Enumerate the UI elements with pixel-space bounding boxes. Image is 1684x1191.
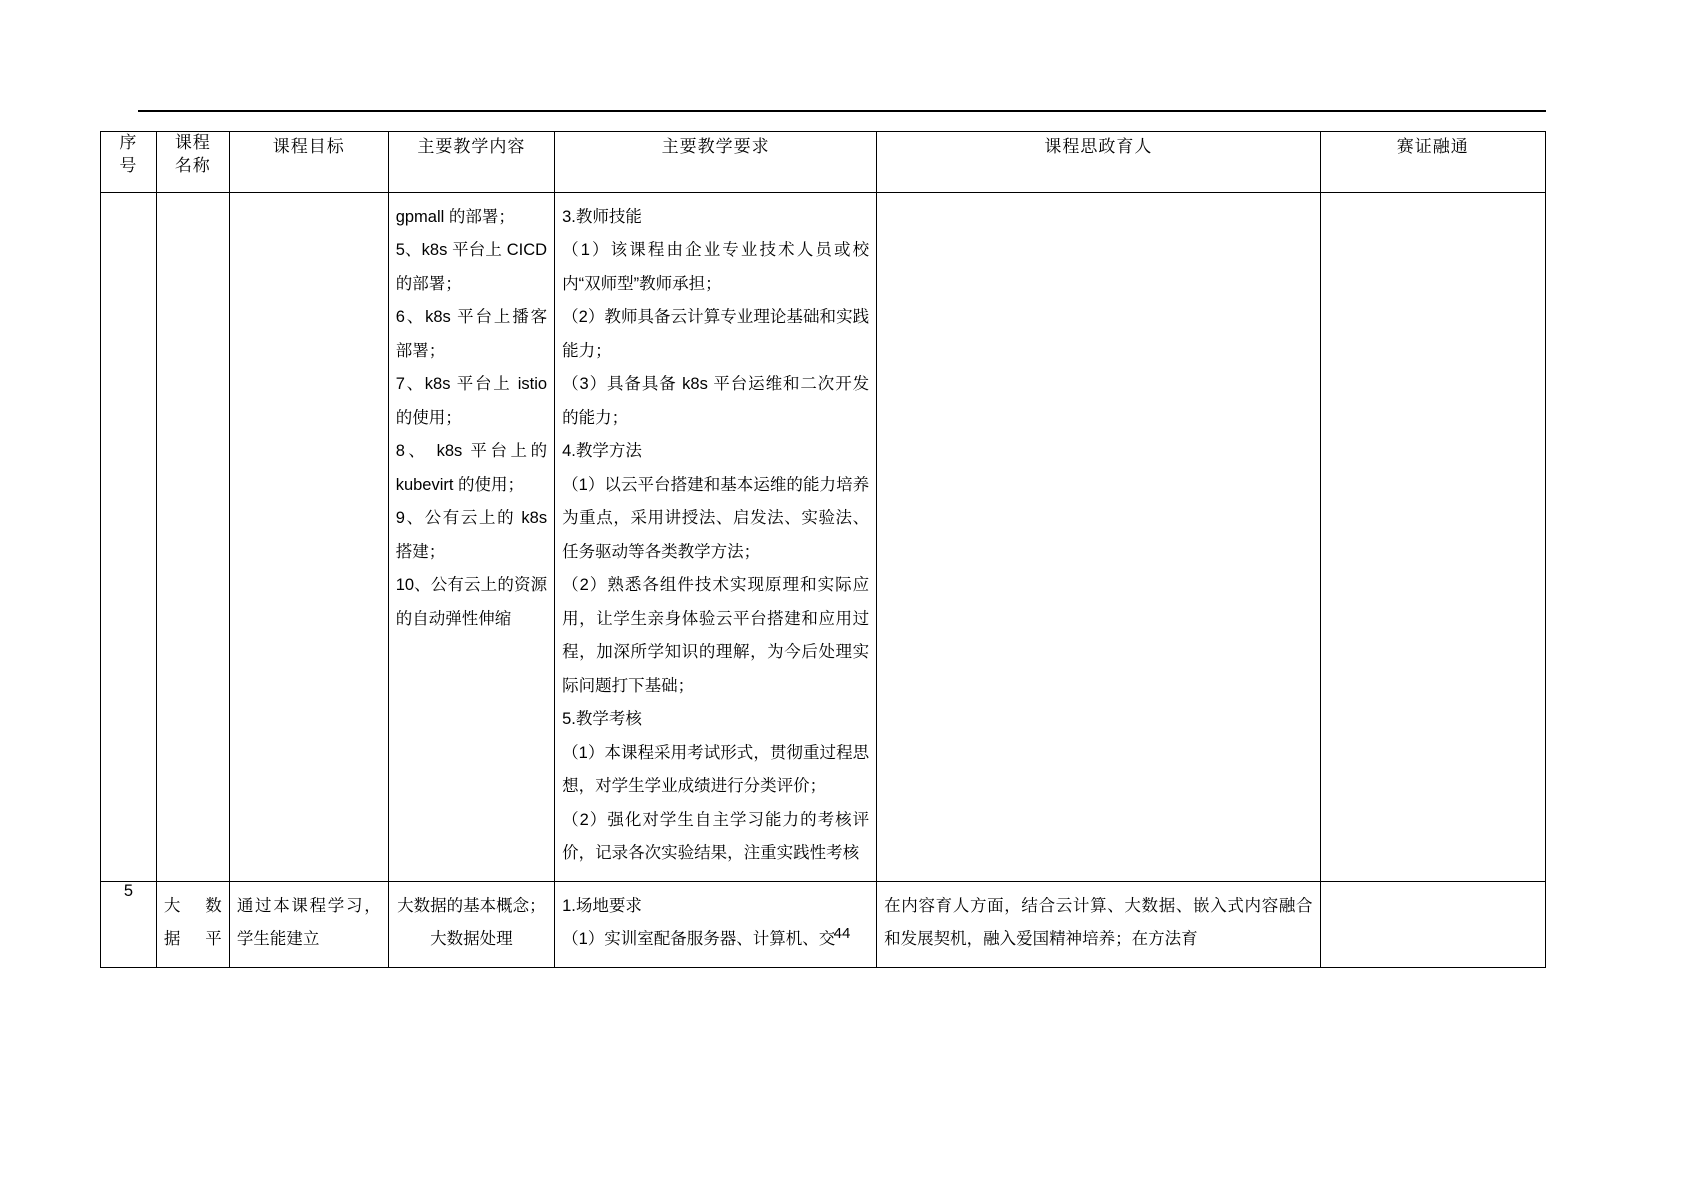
row-certification-value (1321, 882, 1545, 900)
row-content-value (389, 193, 554, 646)
content-line: 8、 k8s 平台上的 kubevirt 的使用； (395, 442, 548, 494)
requirement-line: （2）熟悉各组件技术实现原理和实际应用，让学生亲身体验云平台搭建和应用过程，加深所学知识的理解，为今后处理实际问题打下基础； (562, 576, 870, 695)
header-cell-requirement (555, 132, 877, 193)
cell-goal (229, 193, 388, 882)
row-goal-value: 通过本课程学习，学生能建立 (236, 896, 381, 949)
course-table (100, 131, 1546, 968)
requirement-line: 1.场地要求 (562, 896, 642, 915)
requirement-line: （2）教师具备云计算专业理论基础和实践能力； (562, 308, 870, 360)
cell-content (388, 193, 554, 882)
requirement-line: 3.教师技能 (562, 208, 642, 226)
header-cell-seq (101, 132, 157, 193)
row-ideology-value (877, 193, 1319, 211)
header-cell-certification (1320, 132, 1545, 193)
header-label-goal: 课程目标 (272, 137, 345, 156)
row-name-value (157, 193, 229, 211)
name-line: 据 平 (163, 930, 222, 949)
header-label-certification: 赛证融通 (1396, 137, 1469, 156)
row-goal-value (230, 193, 388, 211)
header-cell-name (156, 132, 229, 193)
header-label-requirement: 主要教学要求 (661, 137, 770, 156)
row-seq-value: 5 (123, 881, 133, 900)
page-number: 44 (833, 925, 851, 942)
row-certification-value (1321, 193, 1545, 211)
content-line: 5、k8s 平台上 CICD 的部署； (395, 241, 548, 293)
header-label-seq: 序 号 (119, 133, 138, 175)
requirement-line: 4.教学方法 (562, 442, 642, 461)
content-line: gpmall 的部署； (395, 208, 515, 226)
cell-certification (1320, 193, 1545, 882)
requirement-line: 5.教学考核 (562, 710, 642, 729)
header-cell-ideology (877, 132, 1320, 193)
requirement-line: （1）以云平台搭建和基本运维的能力培养为重点，采用讲授法、启发法、实验法、任务驱动等各类教学方法； (562, 475, 870, 561)
name-line: 大 数 (163, 896, 222, 915)
header-cell-goal (229, 132, 388, 193)
content-line: 9、公有云上的 k8s 搭建； (395, 509, 548, 561)
row-requirement-value (555, 193, 876, 881)
header-label-ideology: 课程思政育人 (1044, 137, 1153, 156)
header-label-name: 课程 名称 (174, 133, 211, 175)
requirement-line: （1）该课程由企业专业技术人员或校内“双师型”教师承担； (562, 241, 870, 293)
header-rule (138, 110, 1546, 112)
cell-seq (101, 193, 157, 882)
requirement-line: （1）实训室配备服务器、计算机、交 (562, 930, 836, 949)
requirement-line: （3）具备具备 k8s 平台运维和二次开发的能力； (562, 375, 870, 427)
requirement-line: （1）本课程采用考试形式，贯彻重过程思想，对学生学业成绩进行分类评价； (562, 743, 870, 796)
content-line: 7、k8s 平台上 istio 的使用； (395, 375, 548, 427)
row-content-value: 大数据的基本概念；大数据处理 (397, 896, 546, 949)
content-line: 6、k8s 平台上播客部署； (395, 308, 548, 360)
header-cell-content (388, 132, 554, 193)
cell-name (156, 193, 229, 882)
requirement-line: （2）强化对学生自主学习能力的考核评价，记录各次实验结果，注重实践性考核 (562, 810, 870, 863)
header-label-content: 主要教学内容 (417, 137, 526, 156)
table-row (101, 193, 1546, 882)
row-ideology-value: 在内容育人方面，结合云计算、大数据、嵌入式内容融合和发展契机，融入爱国精神培养；在方法育 (884, 896, 1313, 949)
content-line: 10、公有云上的资源的自动弹性伸缩 (395, 576, 548, 628)
cell-requirement (555, 193, 877, 882)
cell-ideology (877, 193, 1320, 882)
table-header-row (101, 132, 1546, 193)
